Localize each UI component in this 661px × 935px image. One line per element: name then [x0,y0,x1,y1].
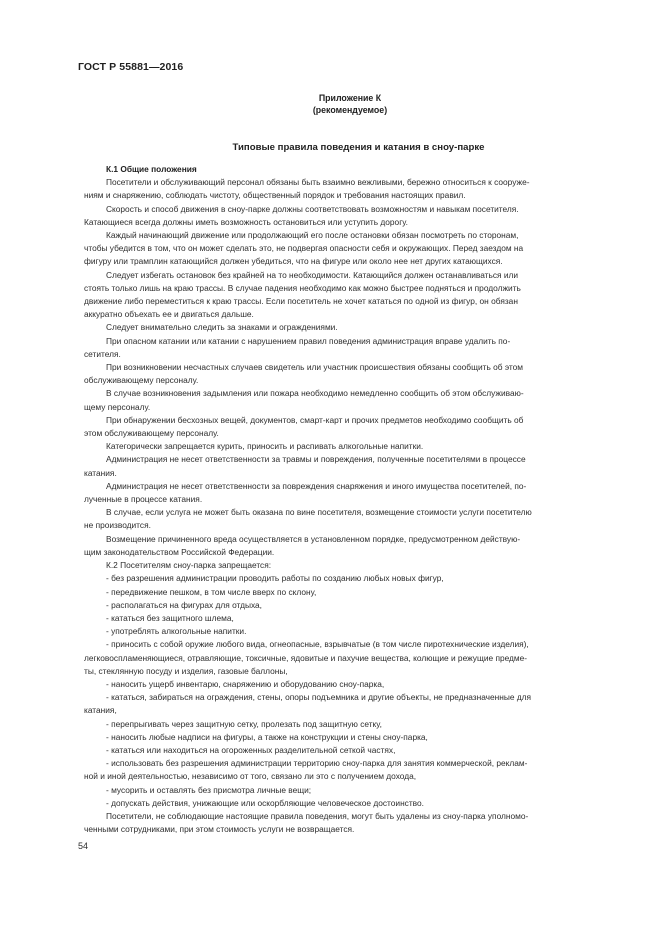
appendix-type: (рекомендуемое) [312,105,388,115]
text-line: аккуратно объехать ее и двигаться дальше. [84,309,254,320]
text-line: Возмещение причиненного вреда осуществляется в установленном порядке, предусмотренном действую- [106,533,521,544]
document-code: ГОСТ Р 55881—2016 [78,61,184,73]
text-line: - мусорить и оставлять без присмотра личные вещи; [106,784,312,795]
text-line: - без разрешения администрации проводить работы по созданию любых новых фигур, [106,573,444,584]
text-line: движение либо переместиться к краю трассы. Если посетитель не хочет кататься по одной из фигур, он обязан [84,296,518,307]
text-line: сетителя. [84,348,121,359]
text-line: ты, стеклянную посуду и изделия, газовые баллоны, [84,665,288,676]
text-line: обслуживающему персоналу. [84,375,199,386]
text-line: В случае, если услуга не может быть оказана по вине посетителя, возмещение стоимости услуги посетителю [106,507,532,518]
text-line: - перепрыгивать через защитную сетку, пролезать под защитную сетку, [106,718,382,729]
text-line: катания. [84,467,117,478]
text-line: - допускать действия, унижающие или оскорбляющие человеческое достоинство. [106,797,424,808]
text-line: Администрация не несет ответственности за повреждения снаряжения и иного имущества посетителей, по- [106,480,527,491]
appendix-heading [300,92,400,116]
page-title: Типовые правила поведения и катания в сноу-парке [232,142,485,153]
text-line: легковоспламеняющиеся, отравляющие, токсичные, ядовитые и пахучие вещества, колющие и режущие предме- [84,652,528,663]
text-line: щему персоналу. [84,401,151,412]
text-line: При опасном катании или катании с нарушением правил поведения администрация вправе удалить по- [106,335,511,346]
text-line: Категорически запрещается курить, приносить и распивать алкогольные напитки. [106,441,424,452]
text-line: стоять только лишь на краю трассы. В случае падения необходимо как можно быстрее подняться и продолжить [84,282,521,293]
text-line: Администрация не несет ответственности за травмы и повреждения, полученные посетителями в процессе [106,454,526,465]
text-line: Каждый начинающий движение или продолжающий его после остановки обязан посмотреть по сторонам, [106,230,519,241]
text-line: фигуру или трамплин катающийся должен убедиться, что на фигуре или около нее нет других катающихся. [84,256,503,267]
text-line: - наносить ущерб инвентарю, снаряжению и оборудованию сноу-парка, [106,678,385,689]
text-line: Следует внимательно следить за знаками и ограждениями. [106,322,338,333]
text-line: Скорость и способ движения в сноу-парке должны соответствовать возможностям и навыкам посетителя. [106,203,519,214]
text-line: - наносить любые надписи на фигуры, а также на конструкции и стены сноу-парка, [106,731,428,742]
document-body [84,163,602,836]
text-line: ченными сотрудниками, при этом стоимость услуги не возвращается. [84,824,355,835]
text-line: этом обслуживающему персоналу. [84,428,219,439]
text-line: Следует избегать остановок без крайней на то необходимости. Катающийся должен останавливаться или [106,269,519,280]
text-line: Посетители, не соблюдающие настоящие правила поведения, могут быть удалены из сноу-парка уполномо- [106,810,529,821]
text-line: лученные в процессе катания. [84,494,203,505]
text-line: щим законодательством Российской Федерации. [84,546,275,557]
text-line: - употреблять алкогольные напитки. [106,626,247,637]
text-line: ниям и снаряжению, соблюдать чистоту, общественный порядок и требования настоящих правил. [84,190,466,201]
text-line: ной и иной деятельностью, независимо от того, связано ли это с получением дохода, [84,771,417,782]
text-line: В случае возникновения задымления или пожара необходимо немедленно сообщить об этом обслуживаю- [106,388,524,399]
text-line: - кататься, забираться на ограждения, стены, опоры подъемника и другие объекты, не предназначенные для [106,692,532,703]
text-line: - кататься или находиться на огороженных разделительной сеткой частях, [106,744,396,755]
text-line: - располагаться на фигурах для отдыха, [106,599,262,610]
text-line: Посетители и обслуживающий персонал обязаны быть взаимно вежливыми, бережно относиться к сооруже- [106,177,530,188]
section-heading: К.1 Общие положения [106,164,197,174]
text-line: чтобы убедится в том, что он может сделать это, не подвергая опасности себя и окружающих. Перед заездом на [84,243,524,254]
text-line: катания, [84,705,117,716]
text-line: - передвижение пешком, в том числе вверх по склону, [106,586,317,597]
text-line: При возникновении несчастных случаев свидетель или участник происшествия обязаны сообщить об этом [106,362,524,373]
text-line: - кататься без защитного шлема, [106,612,234,623]
text-line: - использовать без разрешения администрации территорию сноу-парка для занятия коммерческой, реклам- [106,758,528,769]
appendix-title: Приложение К [318,93,382,103]
page-number: 54 [78,841,89,851]
text-line: При обнаружении бесхозных вещей, документов, смарт-карт и прочих предметов необходимо сообщить об [106,414,524,425]
text-line: - приносить с собой оружие любого вида, огнеопасные, взрывчатые (в том числе пиротехнические изделия), [106,639,529,650]
text-line: Катающиеся всегда должны иметь возможность остановиться или уступить дорогу. [84,216,408,227]
text-line: К.2 Посетителям сноу-парка запрещается: [106,560,272,571]
text-line: не производится. [84,520,151,531]
